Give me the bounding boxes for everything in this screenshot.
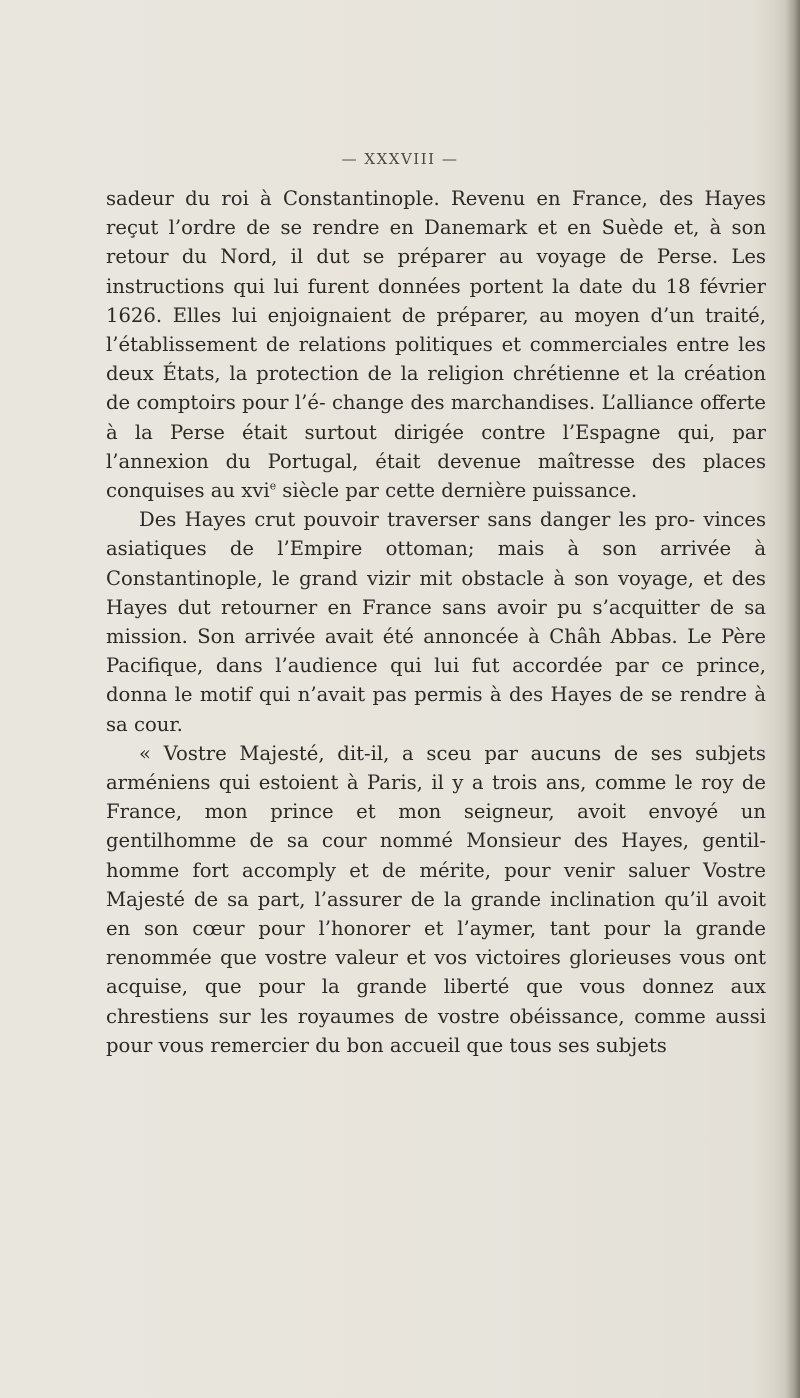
- paragraph-2: Des Hayes crut pouvoir traverser sans danger les pro- vinces asiatiques de l’Empire ottoman; mais à son arrivée à Constantinople, le grand vizir mit obstacle à son voyage, et des Hayes dut retourner en France sans avoir pu s’acquitter de sa mission. Son arrivée avait été annoncée à Châh Abbas. Le Père Pacifique, dans l’audience qui lui fut accordée par ce prince, donna le motif qui n’avait pas permis à des Hayes de se rendre à sa cour.: [106, 508, 766, 736]
- century-numeral: xvi: [241, 479, 270, 503]
- paragraph-3: « Vostre Majesté, dit-il, a sceu par aucuns de ses subjets arméniens qui estoient à Paris, il y a trois ans, comme le roy de France, mon prince et mon seigneur, avoit envoyé un gentilhomme de sa cour nommé Monsieur des Hayes, gentil- homme fort accomply et de mérite, pour venir saluer Vostre Majesté de sa part, l’assurer de la grande inclination qu’il avoit en son cœur pour l’honorer et l’aymer, tant pour la grande renommée que vostre valeur et vos victoires glorieuses vous ont acquise, que pour la grande liberté que vous donnez aux chrestiens sur les royaumes de vostre obéissance, comme aussi pour vous remercier du bon accueil que tous ses subjets: [106, 741, 766, 1057]
- paragraph-1-text: sadeur du roi à Constantinople. Revenu en France, des Hayes reçut l’ordre de se rendre en Danemark et en Suède et, à son retour du Nord, il dut se préparer au voyage de Perse. Les instructions qui lui furent données portent la date du 18 février 1626. Elles lui enjoignaient de préparer, au moyen d’un traité, l’établissement de relations politiques et commerciales entre les deux États, la protection de la religion chrétienne et la création de comptoirs pour l’é- change des marchandises. L’alliance offerte à la Perse était surtout dirigée contre l’Espagne qui, par l’annexion du Portugal, était devenue maîtresse des places conquises au: [106, 187, 766, 503]
- paragraph-1: [106, 184, 766, 505]
- page-edge-shadow: [786, 0, 800, 1398]
- paragraph-1-tail: siècle par cette dernière puissance.: [276, 479, 638, 503]
- page-number: — XXXVIII —: [341, 150, 459, 168]
- body-text: [106, 184, 766, 1060]
- century-superscript: e: [269, 479, 277, 493]
